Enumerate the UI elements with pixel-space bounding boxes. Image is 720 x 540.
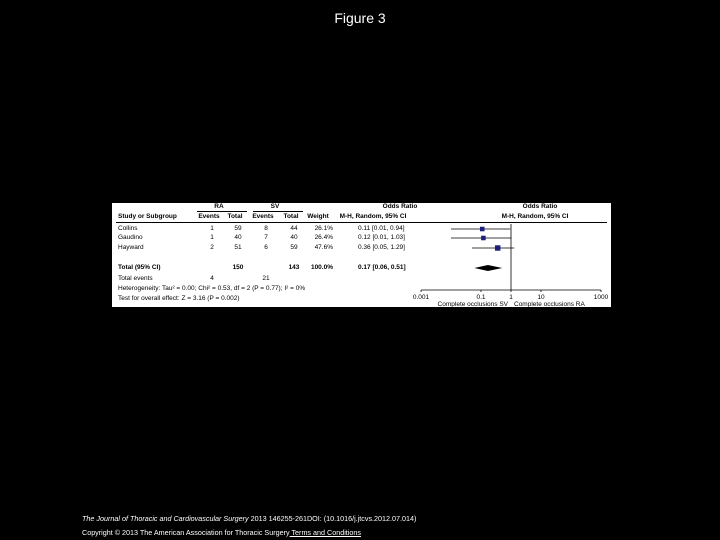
x-tick-label: 1000 (593, 294, 609, 301)
col-header-weight: Weight (307, 213, 329, 220)
ra-events-cell: 2 (210, 244, 214, 251)
odds-ratio-header-left: Odds Ratio (382, 203, 418, 210)
total-events-label: Total events (118, 275, 153, 282)
ra-total-cell: 40 (234, 234, 242, 241)
sv-group-header: SV (270, 203, 280, 210)
odds-ratio-header-right: Odds Ratio (522, 203, 558, 210)
col-header-sv-total: Total (283, 213, 299, 220)
ra-total-cell: 59 (234, 225, 242, 232)
figure-title: Figure 3 (334, 10, 386, 26)
sv-total-sum: 143 (288, 264, 300, 271)
forest-plot-figure (112, 203, 611, 307)
sv-events-cell: 8 (264, 225, 268, 232)
study-name: Collins (118, 225, 138, 232)
favours-right-label: Complete occlusions RA (514, 301, 585, 307)
col-header-study: Study or Subgroup (118, 213, 177, 220)
terms-link[interactable]: Terms and Conditions (289, 528, 361, 537)
sv-events-cell: 7 (264, 234, 268, 241)
total-label: Total (95% CI) (118, 264, 161, 271)
ci-cell: 0.12 [0.01, 1.03] (358, 234, 405, 241)
heterogeneity-note: Heterogeneity: Tau² = 0.00; Chi² = 0.53, df = 2 (P = 0.77); I² = 0% (118, 285, 306, 292)
ra-events-cell: 1 (210, 234, 214, 241)
ci-cell: 0.11 [0.01, 0.94] (358, 225, 405, 232)
ra-total-cell: 51 (234, 244, 242, 251)
favours-left-label: Complete occlusions SV (437, 301, 508, 307)
study-name: Hayward (118, 244, 144, 251)
col-header-ra-events: Events (198, 213, 220, 220)
sv-events-cell: 6 (264, 244, 268, 251)
x-tick-label: 10 (537, 294, 545, 301)
copyright-line (82, 528, 361, 537)
sv-total-cell: 40 (290, 234, 298, 241)
col-header-sv-events: Events (252, 213, 274, 220)
citation-line (82, 514, 416, 523)
sv-total-events: 21 (262, 275, 270, 282)
study-marker (481, 236, 486, 241)
overall-effect-note: Test for overall effect: Z = 3.16 (P = 0.002) (118, 295, 240, 302)
col-header-ra-total: Total (227, 213, 243, 220)
ra-total-sum: 150 (232, 264, 244, 271)
sv-total-cell: 44 (290, 225, 298, 232)
ci-cell: 0.36 [0.05, 1.29] (358, 244, 405, 251)
pooled-diamond (474, 265, 502, 271)
study-marker (495, 245, 500, 250)
weight-cell: 26.1% (314, 225, 333, 232)
copyright-text: Copyright © 2013 The American Association for Thoracic Surgery (82, 528, 290, 537)
x-tick-label: 0.001 (412, 294, 430, 301)
weight-cell: 47.6% (314, 244, 333, 251)
weight-cell: 26.4% (314, 234, 333, 241)
total-ci: 0.17 [0.06, 0.51] (358, 264, 406, 271)
col-header-ci: M-H, Random, 95% CI (339, 213, 407, 220)
total-weight: 100.0% (310, 264, 333, 271)
study-name: Gaudino (118, 234, 143, 241)
sv-total-cell: 59 (290, 244, 298, 251)
ra-total-events: 4 (210, 275, 214, 282)
x-tick-label: 1 (509, 294, 513, 301)
journal-name: The Journal of Thoracic and Cardiovascular Surgery (82, 514, 249, 523)
forest-plot (112, 203, 611, 307)
ra-group-header: RA (214, 203, 224, 210)
ra-events-cell: 1 (210, 225, 214, 232)
citation-text: 2013 146255-261DOI: (10.1016/j.jtcvs.2012.07.014) (248, 514, 417, 523)
x-tick-label: 0.1 (476, 294, 486, 301)
col-header-plot-ci: M-H, Random, 95% CI (501, 213, 569, 220)
study-marker (480, 227, 485, 232)
